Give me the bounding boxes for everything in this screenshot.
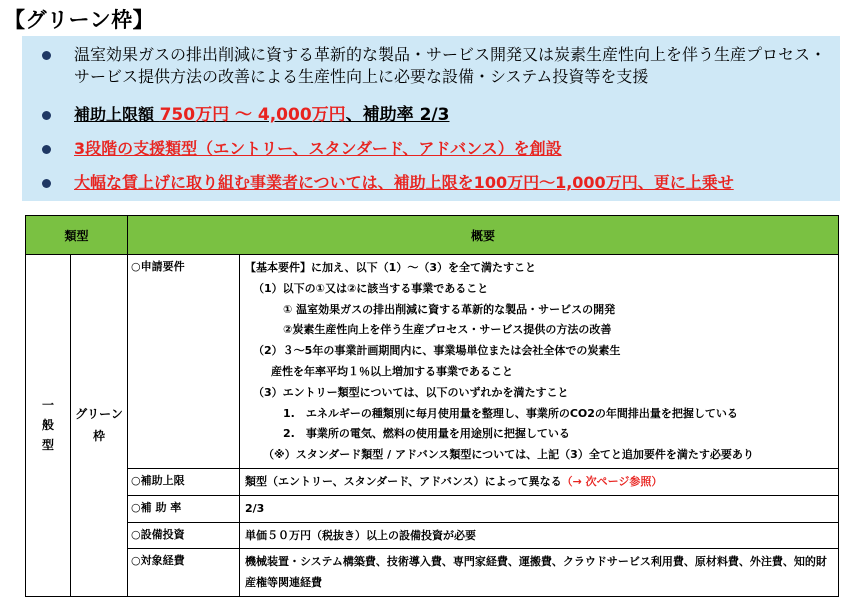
rate-text: 2/3 bbox=[245, 501, 265, 515]
limit-desc bbox=[240, 468, 839, 495]
investment-desc bbox=[240, 522, 839, 549]
requirement-line: （3）エントリー類型については、以下のいずれかを満たすこと bbox=[253, 385, 569, 399]
bullet-text bbox=[74, 104, 449, 126]
expenses-desc bbox=[240, 549, 839, 597]
table-row bbox=[26, 549, 839, 597]
bullet-dot-icon bbox=[42, 145, 51, 154]
bullet-dot-icon bbox=[42, 51, 51, 60]
requirement-line: ① 温室効果ガスの排出削減に資する革新的な製品・サービスの開発 bbox=[283, 302, 616, 316]
header-summary: 概要 bbox=[128, 216, 839, 255]
requirement-line: ②炭素生産性向上を伴う生産プロセス・サービス提供の方法の改善 bbox=[283, 323, 612, 337]
category-char: 般 bbox=[41, 418, 54, 433]
limit-text: 類型（エントリー、スタンダード、アドバンス）によって異なる bbox=[245, 474, 562, 488]
table-row bbox=[26, 495, 839, 522]
expenses-text: 機械装置・システム構築費、技術導入費、専門家経費、運搬費、クラウドサービス利用費、原材料費、外注費、知的財産権等関連経費 bbox=[245, 555, 827, 590]
bullet-text: 大幅な賃上げに取り組む事業者については、補助上限を100万円～1,000万円、更に上乗せ bbox=[74, 173, 734, 192]
requirement-line: 2. 事業所の電気、燃料の使用量を用途別に把握している bbox=[283, 427, 570, 441]
limit-label: ○補助上限 bbox=[128, 468, 240, 495]
table-row bbox=[26, 255, 839, 469]
page-title: 【グリーン枠】 bbox=[4, 8, 155, 32]
requirement-line: 【基本要件】に加え、以下（1）～（3）を全て満たすこと bbox=[245, 261, 536, 274]
category-char: 一 bbox=[41, 398, 54, 413]
requirement-line: （2）３～5年の事業計画期間内に、事業場単位または会社全体での炭素生 bbox=[253, 344, 621, 358]
table-row bbox=[26, 522, 839, 549]
requirements-desc bbox=[240, 255, 839, 469]
overview-table bbox=[25, 215, 839, 597]
category-cell bbox=[26, 255, 71, 597]
summary-box bbox=[22, 36, 840, 201]
bullet-dot-icon bbox=[42, 179, 51, 188]
header-type: 類型 bbox=[26, 216, 128, 255]
subcategory-line: 枠 bbox=[93, 429, 106, 444]
limit-amount: 750万円 ～ 4,000万円 bbox=[159, 105, 346, 125]
limit-note: （→ 次ページ参照） bbox=[561, 474, 663, 488]
table-row bbox=[26, 468, 839, 495]
rate-desc bbox=[240, 495, 839, 522]
limit-prefix: 補助上限額 bbox=[74, 105, 160, 124]
requirements-label: ○申請要件 bbox=[128, 255, 240, 469]
table-header-row bbox=[26, 216, 839, 255]
bullet-dot-icon bbox=[42, 111, 51, 120]
bullet-text: 温室効果ガスの排出削減に資する革新的な製品・サービス開発又は炭素生産性向上を伴う生産プロセス・サービス提供方法の改善による生産性向上に必要な設備・システム投資等を支援 bbox=[74, 45, 827, 86]
requirement-line: （1）以下の①又は②に該当する事業であること bbox=[253, 281, 489, 295]
investment-label: ○設備投資 bbox=[128, 522, 240, 549]
rate-label: ○補 助 率 bbox=[128, 495, 240, 522]
requirement-line: 産性を年率平均１％以上増加する事業であること bbox=[271, 364, 514, 378]
limit-rate: 、補助率 2/3 bbox=[345, 105, 450, 125]
requirement-line: 1. エネルギーの種類別に毎月使用量を整理し、事業所のCO2の年間排出量を把握している bbox=[283, 406, 738, 420]
subcategory-line: グリーン bbox=[75, 407, 123, 422]
bullet-text: 3段階の支援類型（エントリー、スタンダード、アドバンス）を創設 bbox=[74, 139, 562, 158]
expenses-label: ○対象経費 bbox=[128, 549, 240, 597]
investment-text: 単価５０万円（税抜き）以上の設備投資が必要 bbox=[245, 528, 477, 542]
category-char: 型 bbox=[41, 438, 54, 453]
requirement-line: （※）スタンダード類型 / アドバンス類型については、上記（3）全てと追加要件を満たす必要あり bbox=[263, 448, 754, 462]
subcategory-cell bbox=[71, 255, 128, 597]
